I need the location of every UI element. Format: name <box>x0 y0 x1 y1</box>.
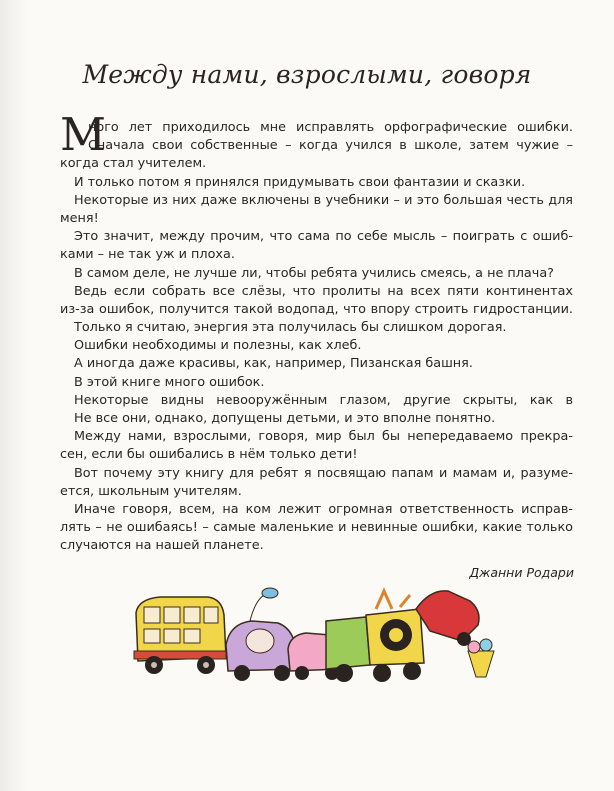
text-line: случаются на нашей планете. <box>60 538 264 554</box>
text-line: В самом деле, не лучше ли, чтобы ребята учились смеясь, а не плача? <box>74 265 554 281</box>
text-line: Между нами, взрослыми, говоря, мир был бы непередаваемо прекра- <box>74 429 573 445</box>
text-line: Вот почему эту книгу для ребят я посвящаю папам и мамам и, разуме- <box>74 465 573 481</box>
text-line: Сначала свои собственные – когда учился в школе, затем чужие – <box>88 138 573 154</box>
author-signature: Джанни Родари <box>469 565 574 580</box>
preface-text <box>60 108 573 556</box>
text-line: Некоторые видны невооружённым глазом, другие скрыты, как в <box>74 392 573 408</box>
text-line: из-за ошибок, получится такой водопад, что впору строить гидростанции. <box>60 301 573 317</box>
green-truck-drawing <box>326 591 424 682</box>
text-line: Ошибки необходимы и полезны, как хлеб. <box>74 338 362 354</box>
vehicles-illustration <box>130 585 500 690</box>
text-line: В этой книге много ошибок. <box>74 374 265 390</box>
text-line: ками – не так уж и плоха. <box>60 247 235 263</box>
text-line: И только потом я принялся придумывать свои фантазии и сказки. <box>74 174 526 190</box>
first-paragraph-block <box>60 108 573 161</box>
text-line: ного лет приходилось мне исправлять орфографические ошибки. <box>88 120 573 135</box>
red-car-drawing <box>416 591 479 646</box>
bus-drawing <box>134 597 226 674</box>
text-line: Ведь если собрать все слёзы, что пролиты на всех пяти континентах <box>74 283 573 299</box>
text-line: лять – не ошибаясь! – самые маленькие и невинные ошибки, какие только <box>60 520 573 536</box>
ice-cream-drawing <box>468 639 494 677</box>
text-line: сен, если бы ошибались в нём только дети! <box>60 447 358 463</box>
page-gutter-shadow <box>0 0 28 791</box>
drop-cap: М <box>60 108 107 161</box>
page-title: Между нами, взрослыми, говоря <box>82 60 532 89</box>
text-line: меня! <box>60 210 99 226</box>
text-line: Только я считаю, энергия эта получилась бы слишком дорогая. <box>74 320 507 336</box>
text-line: когда стал учителем. <box>60 156 207 172</box>
text-line: Это значит, между прочим, что сама по себе мысль – поиграть с ошиб- <box>74 229 573 245</box>
text-line: Некоторые из них даже включены в учебники – и это большая честь для <box>74 192 573 208</box>
lilac-car-drawing <box>226 588 296 681</box>
text-line: ется, школьным учителям. <box>60 483 242 499</box>
text-line: Не все они, однако, допущены детьми, и это вполне понятно. <box>74 411 496 426</box>
text-line: А иногда даже красивы, как, например, Пизанская башня. <box>74 356 473 372</box>
text-line: Иначе говоря, всем, на ком лежит огромная ответственность исправ- <box>74 501 573 517</box>
